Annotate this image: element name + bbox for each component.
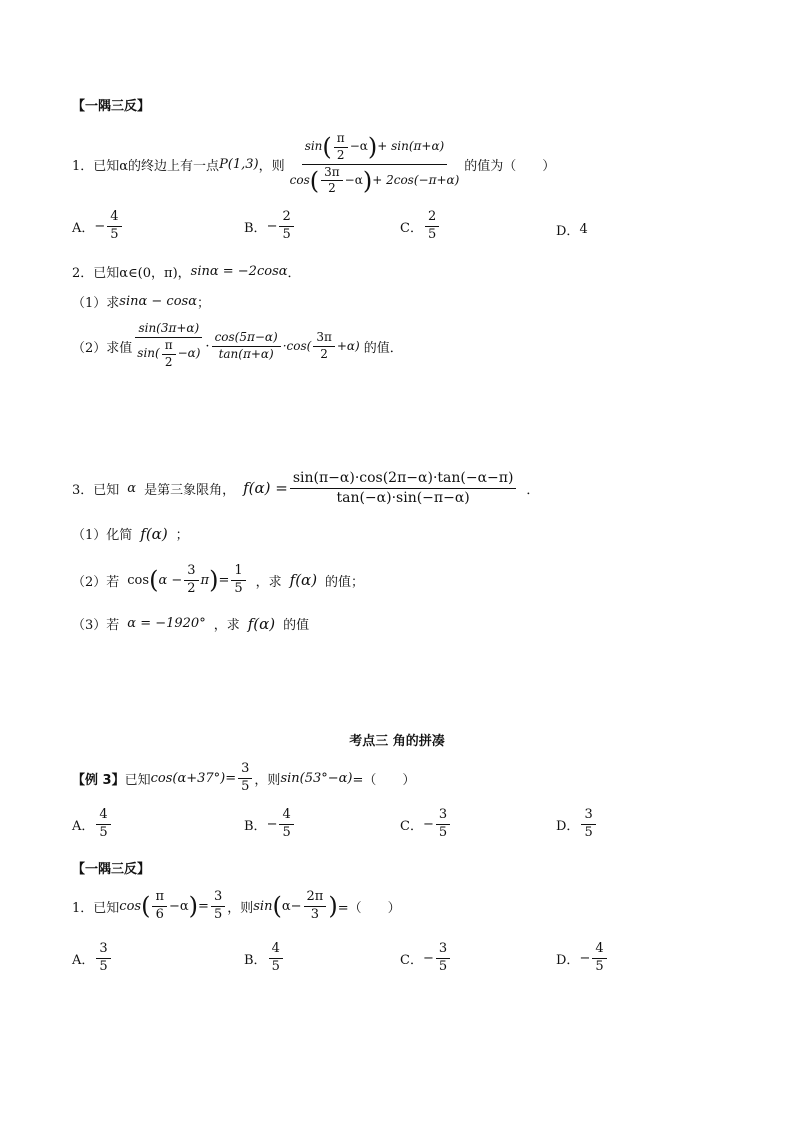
question-text: 已知 — [93, 482, 120, 498]
frac-bot: 2 — [320, 346, 328, 361]
option-label: D． — [556, 818, 580, 834]
frac-top: π — [334, 132, 348, 148]
frac-bot: 5 — [110, 226, 119, 242]
expr-tail: −α — [344, 172, 363, 187]
frac-top: π — [152, 890, 167, 907]
frac-top: 2 — [425, 210, 439, 227]
equals: = — [225, 770, 237, 786]
option-sign: − — [94, 218, 106, 234]
part-label: （2）求值 — [72, 340, 133, 356]
question-number: 1． — [72, 158, 94, 174]
frac-top: 3 — [436, 808, 450, 825]
question-text: ，求 — [213, 618, 240, 633]
cos-tail: +α) — [336, 339, 360, 353]
option-sign: − — [422, 816, 434, 832]
frac-bot: tan(π+α) — [218, 346, 274, 361]
option-d[interactable] — [556, 220, 588, 239]
option-sign: − — [579, 950, 591, 966]
frac-top: 3 — [211, 890, 225, 907]
frac-top: 4 — [279, 808, 293, 825]
section-title: 考点三 角的拼凑 — [349, 734, 445, 749]
dot: · — [205, 338, 210, 354]
frac-top: 4 — [96, 808, 110, 825]
frac-bot: 6 — [155, 906, 164, 922]
frac-top: 1 — [231, 564, 245, 581]
question-text: ，则 — [254, 772, 281, 788]
frac-bot: tan(−α)·sin(−π−α) — [336, 489, 470, 506]
question-3-part-2: （2）若 cos ( α − $\frac{3}{2}$ π ) = $\frac{1}{5}$ ，求 f(α) 的值； — [72, 562, 365, 596]
part-expr: f(α) — [140, 524, 168, 543]
option-label: A． — [72, 818, 95, 834]
function-lhs: f(α) = — [243, 479, 288, 497]
example-3 — [72, 758, 415, 798]
question-text: 已知α∈(0，π)， — [93, 266, 191, 281]
option-sign: − — [422, 950, 434, 966]
inner-head: α− — [281, 898, 302, 914]
part-expr: α = −1920° — [127, 616, 206, 631]
inner-tail: π — [200, 572, 210, 588]
frac-bot: 5 — [427, 226, 437, 242]
condition-expr: sinα = −2cosα — [190, 264, 288, 279]
question-number: 1． — [72, 900, 94, 916]
option-label: C． — [400, 220, 423, 236]
frac-top: 4 — [269, 942, 283, 959]
part-expr: sinα − cosα — [119, 294, 197, 309]
frac-top: 4 — [592, 942, 606, 959]
sin-label: sin — [304, 139, 323, 154]
question-text: 已知 — [124, 772, 151, 788]
function-fraction — [290, 470, 517, 505]
example-label: 【例 3】 — [72, 772, 125, 788]
option-label: B． — [244, 952, 267, 968]
fraction-1 — [134, 322, 203, 369]
question-text: 的值为（ ） — [464, 158, 556, 174]
frac-top: 2π — [304, 890, 327, 907]
option-label: C． — [400, 952, 423, 968]
fraction-2 — [212, 331, 281, 362]
part-label: （1）化简 — [72, 528, 133, 543]
question-1 — [72, 132, 555, 196]
cos-expr: cos(α+37°) — [150, 770, 226, 786]
frac-bot: 2 — [187, 580, 196, 596]
part-end: 的值 — [283, 618, 310, 633]
frac-bot-head: sin( — [137, 346, 160, 361]
question-2 — [72, 262, 301, 281]
question-text: ，则 — [227, 900, 254, 916]
punct: ； — [175, 528, 189, 543]
section-heading: 【一隅三反】 — [72, 99, 151, 114]
frac-top: 3 — [436, 942, 450, 959]
equals: = — [218, 572, 230, 588]
question-1: 1． 已知 cos ( $\frac{\pi}{6}$ −α ) = $\frac{3}{5}$ ，则 sin ( α− $\frac{2\pi}{3}$ ) =（ ） — [72, 888, 401, 922]
option-label: A． — [72, 220, 95, 236]
question-text: 是第三象限角， — [144, 482, 236, 498]
cos-label: cos — [119, 898, 142, 914]
question-3-part-1 — [72, 524, 189, 543]
question-tail: =（ ） — [352, 772, 416, 788]
frac-bot: 5 — [241, 778, 250, 794]
sin-label: sin — [253, 898, 273, 914]
part-label: （2）若 — [72, 574, 120, 590]
inner-head: α − — [158, 572, 183, 588]
equals: = — [198, 898, 209, 914]
frac-top: cos(5π−α) — [212, 331, 281, 347]
option-value: 4 — [579, 222, 588, 237]
frac-bot: 5 — [282, 226, 291, 242]
frac-bot: 5 — [99, 824, 108, 840]
frac-top: sin(π−α)·cos(2π−α)·tan(−α−π) — [290, 470, 517, 488]
part-end: 的值； — [325, 574, 365, 590]
question-3 — [72, 466, 539, 510]
option-label: D． — [556, 224, 580, 239]
option-d[interactable] — [556, 808, 598, 841]
expr-tail: −α — [349, 139, 368, 154]
frac-bot: 3 — [310, 906, 320, 922]
frac-bot: 5 — [271, 958, 280, 974]
frac-bot: 5 — [234, 580, 243, 596]
frac-bot: 5 — [595, 958, 604, 974]
frac-bot: 5 — [282, 824, 291, 840]
question-2-part-1 — [72, 292, 210, 311]
part-expr: f(α) — [289, 571, 318, 589]
frac-bot-tail: −α) — [177, 346, 201, 361]
option-sign: − — [266, 816, 278, 832]
frac-top: 3 — [96, 942, 110, 959]
option-b[interactable] — [244, 808, 296, 841]
frac-top: sin(3π+α) — [135, 322, 202, 338]
expr-sum: + 2cos(−π+α) — [372, 172, 460, 187]
frac-top: 4 — [107, 210, 121, 227]
option-label: C． — [400, 818, 423, 834]
option-b[interactable] — [244, 942, 285, 975]
option-a[interactable] — [72, 808, 113, 841]
point-label: P(1,3) — [219, 156, 259, 172]
option-b[interactable] — [244, 210, 296, 243]
frac-bot: 5 — [213, 906, 223, 922]
cos-label: cos — [127, 572, 150, 588]
punct: ； — [196, 296, 210, 311]
option-label: B． — [244, 220, 267, 236]
frac-top: 3π — [321, 166, 343, 182]
sin-expr: sin(53°−α) — [280, 770, 353, 786]
cos-label: cos — [289, 172, 310, 187]
cos-head: ·cos( — [282, 339, 312, 353]
question-text: ，求 — [255, 574, 282, 590]
part-label: （3）若 — [72, 618, 120, 633]
frac-bot: 2 — [164, 354, 173, 369]
frac-top: 3 — [581, 808, 595, 825]
section-heading: 【一隅三反】 — [72, 862, 151, 877]
option-a[interactable] — [72, 210, 124, 243]
inner-tail: −α — [169, 898, 189, 914]
question-3-part-3 — [72, 614, 309, 633]
question-text: 已知 — [93, 900, 120, 916]
punct: ． — [287, 266, 301, 281]
part-expr: f(α) — [247, 614, 276, 633]
punct: ． — [526, 482, 540, 498]
option-sign: − — [266, 218, 278, 234]
frac-bot: 2 — [328, 181, 336, 196]
part-label: （1）求 — [72, 296, 120, 311]
question-2-part-2 — [72, 318, 403, 374]
option-label: B． — [244, 818, 267, 834]
question-number: 3． — [72, 482, 94, 498]
frac-top: 2 — [279, 210, 293, 227]
option-c[interactable] — [400, 942, 452, 975]
option-c[interactable] — [400, 210, 441, 243]
option-d[interactable] — [556, 942, 609, 975]
frac-bot: 5 — [438, 824, 448, 840]
option-label: D． — [556, 952, 580, 968]
question-tail: =（ ） — [337, 900, 401, 916]
question-text: ，则 — [258, 158, 285, 174]
main-fraction: sin ( $\frac{\pi}{2}$ −α ) + sin(π+α) cos ( $\frac{3\pi}{2}$ −α ) + 2cos(−π+α) — [289, 130, 460, 196]
frac-bot: 5 — [99, 958, 108, 974]
frac-top: 3π — [313, 331, 335, 347]
expr-sum: + sin(π+α) — [377, 139, 445, 154]
frac-top: π — [162, 339, 176, 355]
option-label: A． — [72, 952, 95, 968]
frac-top: 3 — [184, 564, 198, 581]
frac-bot: 5 — [584, 824, 593, 840]
question-number: 2． — [72, 266, 94, 281]
option-c[interactable] — [400, 808, 452, 841]
option-a[interactable] — [72, 942, 113, 975]
frac-bot: 5 — [438, 958, 448, 974]
frac-bot: 2 — [336, 147, 345, 162]
alpha-symbol: α — [127, 480, 137, 496]
part-end: 的值． — [363, 340, 403, 356]
question-text: 已知α的终边上有一点 — [93, 158, 220, 174]
frac-top: 3 — [238, 762, 252, 779]
